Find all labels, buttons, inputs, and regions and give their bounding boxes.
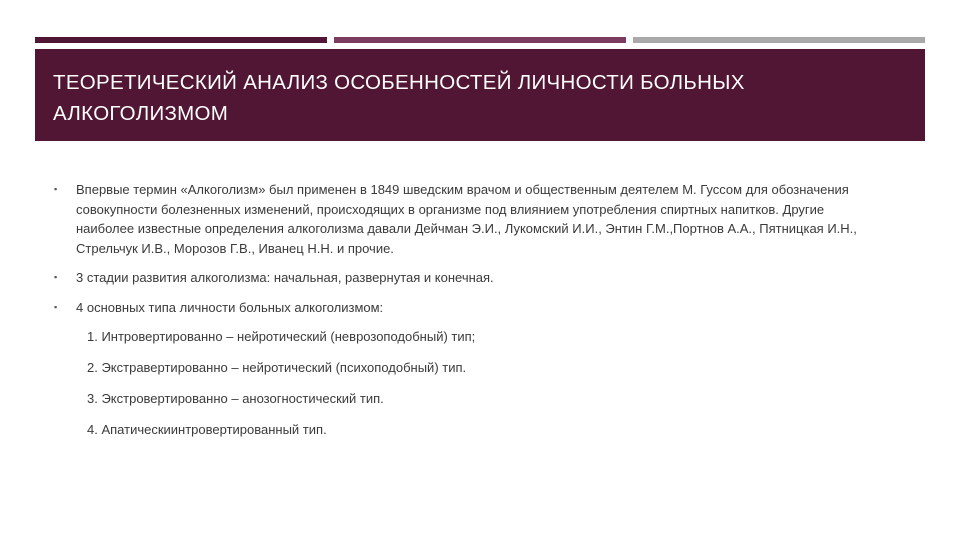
title-banner [35,49,925,141]
list-item: 1. Интровертированно – нейротический (неврозоподобный) тип; [87,329,476,344]
bullet-item-stages [54,268,874,288]
accent-bar-left [35,37,327,43]
list-item: 3. Экстровертированно – анозогностический тип. [87,391,384,406]
bullet-text: 4 основных типа личности больных алкоголизмом: [76,299,384,315]
bullet-text: Впервые термин «Алкоголизм» был применен в 1849 шведским врачом и общественным деятелем М. Гуссом для обозначения совокупности болезненных изменений, происходящих в организме под влиянием употребления спиртных напитков. Другие наиболее известные определения алкоголизма давали Дейчман Э.И., Лукомский И.И., Энтин Г.М.,Портнов А.А., Пятницкая И.Н., Стрельчук И.В., Морозов Г.В., Иванец Н.Н. и прочие. [76,182,857,256]
accent-bar-right [633,37,925,43]
bullet-text: 3 стадии развития алкоголизма: начальная, развернутая и конечная. [76,270,494,285]
slide-content [54,180,874,451]
square-bullet-icon: ▪ [54,184,58,194]
square-bullet-icon: ▪ [54,301,58,312]
square-bullet-icon: ▪ [54,272,58,282]
accent-bar-middle [334,37,626,43]
slide-title: ТЕОРЕТИЧЕСКИЙ АНАЛИЗ ОСОБЕННОСТЕЙ ЛИЧНОСТИ БОЛЬНЫХ АЛКОГОЛИЗМОМ [53,71,745,125]
list-item: 4. Апатическиинтровертированный тип. [87,422,327,437]
bullet-item-types [54,298,874,318]
list-item: 2. Экстравертированно – нейротический (психоподобный) тип. [87,360,467,375]
personality-types-list [54,327,874,440]
bullet-item-history [54,180,874,258]
